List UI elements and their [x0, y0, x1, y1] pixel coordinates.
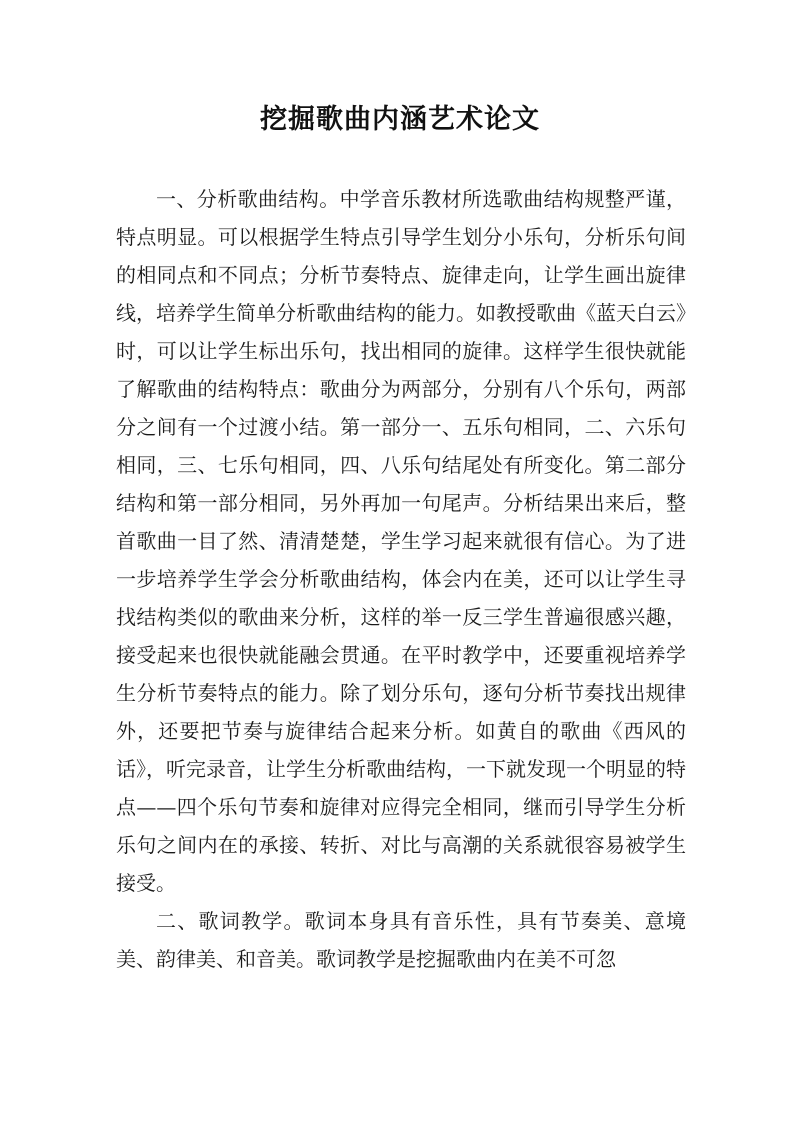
paragraph-1: 一、分析歌曲结构。中学音乐教材所选歌曲结构规整严谨，特点明显。可以根据学生特点引导学生划分小乐句，分析乐句间的相同点和不同点；分析节奏特点、旋律走向，让学生画出旋律线，培养学生简单分析歌曲结构的能力。如教授歌曲《蓝天白云》时，可以让学生标出乐句，找出相同的旋律。这样学生很快就能了解歌曲的结构特点：歌曲分为两部分，分别有八个乐句，两部分之间有一个过渡小结。第一部分一、五乐句相同，二、六乐句相同，三、七乐句相同，四、八乐句结尾处有所变化。第二部分结构和第一部分相同，另外再加一句尾声。分析结果出来后，整首歌曲一目了然、清清楚楚，学生学习起来就很有信心。为了进一步培养学生学会分析歌曲结构，体会内在美，还可以让学生寻找结构类似的歌曲来分析，这样的举一反三学生普遍很感兴趣，接受起来也很快就能融会贯通。在平时教学中，还要重视培养学生分析节奏特点的能力。除了划分乐句，逐句分析节奏找出规律外，还要把节奏与旋律结合起来分析。如黄自的歌曲《西风的话》，听完录音，让学生分析歌曲结构，一下就发现一个明显的特点——四个乐句节奏和旋律对应得完全相同，继而引导学生分析乐句之间内在的承接、转折、对比与高潮的关系就很容易被学生接受。	[116, 187, 686, 895]
document-title: 挖掘歌曲内涵艺术论文	[260, 104, 540, 135]
document-body	[116, 180, 686, 978]
paragraph-2: 二、歌词教学。歌词本身具有音乐性，具有节奏美、意境美、韵律美、和音美。歌词教学是挖掘歌曲内在美不可忽	[116, 909, 686, 971]
